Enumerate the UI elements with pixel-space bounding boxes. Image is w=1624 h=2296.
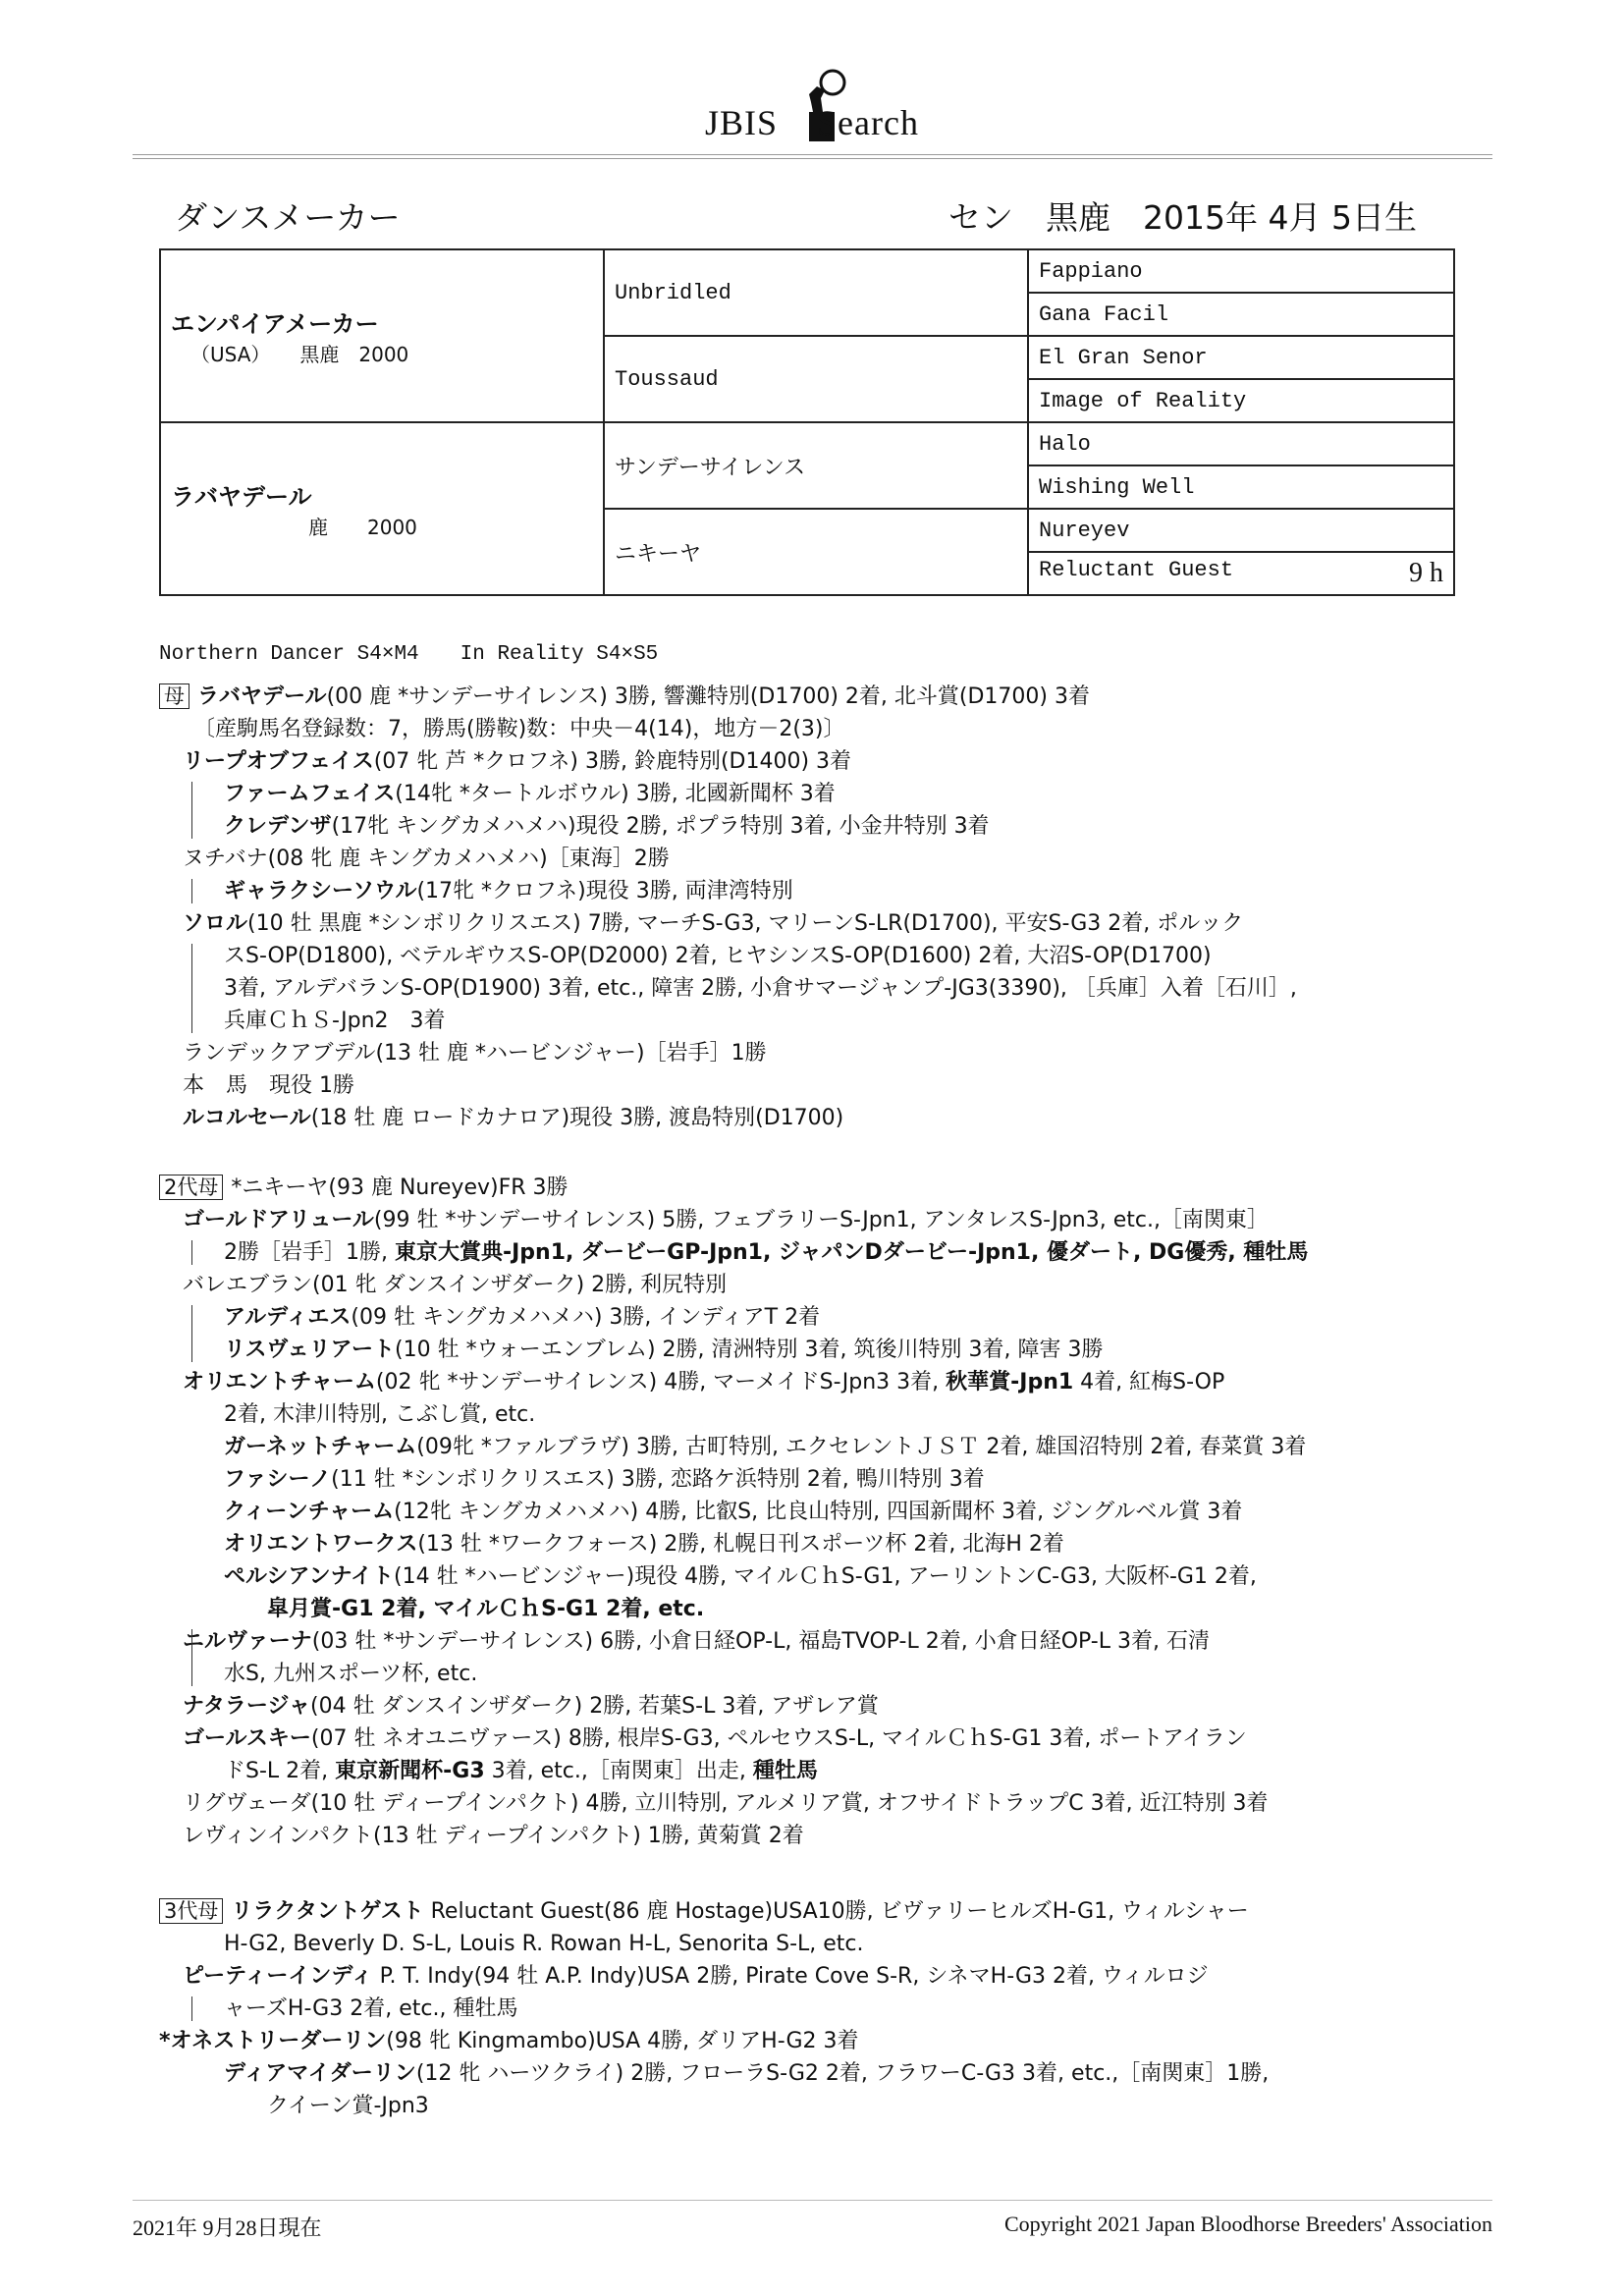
family1-line xyxy=(159,843,1297,875)
family-section-3 xyxy=(159,1895,1269,2122)
family-tree-connector xyxy=(191,1240,192,1265)
family2-line xyxy=(159,1820,1308,1852)
family2-line xyxy=(159,1625,1308,1658)
horse-name-link[interactable]: 東京新聞杯-G3 xyxy=(335,1759,485,1783)
horse-name-link[interactable]: 種牡馬 xyxy=(752,1759,818,1783)
header-rule-2 xyxy=(133,158,1492,159)
record-text: 2着, 木津川特別, こぶし賞, etc. xyxy=(224,1402,536,1427)
horse-name-link[interactable]: ディアマイダーリン xyxy=(224,2061,416,2086)
record-text: H-G2, Beverly D. S-L, Louis R. Rowan H-L, Senorita S-L, etc. xyxy=(224,1932,864,1956)
header xyxy=(0,59,1624,157)
record-text: 3着, アルデバランS-OP(D1900) 3着, etc., 障害 2勝, 小倉サマージャンプ-JG3(3390), ［兵庫］入着［石川］, xyxy=(224,976,1297,1001)
record-text: 2勝［岩手］1勝, xyxy=(224,1240,395,1265)
record-text: (07 牝 芦 *クロフネ) 3勝, 鈴鹿特別(D1400) 3着 xyxy=(373,749,852,774)
horse-info: セン 黒鹿 2015年 4月 5日生 xyxy=(948,198,1417,237)
sire-dam-sire[interactable]: El Gran Senor xyxy=(1028,336,1454,379)
family-tree-connector xyxy=(191,879,192,903)
record-text: (12 牝 ハーツクライ) 2勝, フローラS-G2 2着, フラワーC-G3 3着, etc.,［南関東］1勝, xyxy=(415,2061,1270,2086)
family2-line xyxy=(159,1528,1308,1560)
record-text: レヴィンインパクト(13 牡 ディープインパクト) 1勝, 黄菊賞 2着 xyxy=(183,1824,804,1848)
family-section-1 xyxy=(159,681,1297,1134)
family2-line xyxy=(159,1334,1308,1366)
horse-name-link[interactable]: ファシーノ xyxy=(224,1467,332,1492)
horse-name-link[interactable]: 東京大賞典-Jpn1, ダービーGP-Jpn1, ジャパンDダービー-Jpn1, 優ダート, DG優秀, 種牡馬 xyxy=(394,1240,1309,1265)
family3-line xyxy=(159,1928,1269,1960)
family1-line xyxy=(159,875,1297,907)
dam-dam-sire[interactable]: Nureyev xyxy=(1028,509,1454,552)
family2-line xyxy=(159,1560,1308,1593)
family2-line xyxy=(159,1269,1308,1301)
pedigree-sire xyxy=(160,249,604,422)
inbreeding-crosses: Northern Dancer S4×M4 In Reality S4×S5 xyxy=(159,643,659,666)
family1-line xyxy=(159,1069,1297,1102)
family2-line xyxy=(159,1593,1308,1625)
record-text: (02 牝 *サンデーサイレンス) 4勝, マーメイドS-Jpn3 3着, xyxy=(375,1370,947,1394)
family2-line xyxy=(159,1787,1308,1820)
record-text: (11 牡 *シンボリクリスエス) 3勝, 恋路ケ浜特別 2着, 鴨川特別 3着 xyxy=(331,1467,985,1492)
record-text: 本 馬 現役 1勝 xyxy=(183,1073,354,1098)
sire-dam-dam[interactable]: Image of Reality xyxy=(1028,379,1454,422)
record-text: (09牝 *ファルブラヴ) 3勝, 古町特別, エクセレントＪＳＴ 2着, 雄国沼特別 2着, 春菜賞 3着 xyxy=(416,1435,1307,1459)
family2-line xyxy=(159,1690,1308,1722)
horse-name-link[interactable]: ギャラクシーソウル xyxy=(224,879,417,903)
record-text: (03 牡 *サンデーサイレンス) 6勝, 小倉日経OP-L, 福島TVOP-L 2着, 小倉日経OP-L 3着, 石清 xyxy=(311,1629,1210,1654)
family2-line xyxy=(159,1496,1308,1528)
horse-name-link[interactable]: 秋華賞-Jpn1 xyxy=(946,1370,1074,1394)
family-tree-connector xyxy=(191,1996,192,2021)
family1-line xyxy=(159,681,1297,713)
sire-sire-dam[interactable]: Gana Facil xyxy=(1028,293,1454,336)
footer-rule xyxy=(133,2200,1492,2201)
family1-line xyxy=(159,1005,1297,1037)
family2-generation-tag: 2代母 xyxy=(159,1175,223,1200)
record-text: (17牝 キングカメハメハ)現役 2勝, ポプラ特別 3着, 小金井特別 3着 xyxy=(331,814,990,839)
horse-name-link[interactable]: クレデンザ xyxy=(224,814,332,839)
horse-name-link[interactable]: ピーティーインディ xyxy=(183,1964,373,1989)
horse-name-link[interactable]: オリエントチャーム xyxy=(183,1370,376,1394)
logo[interactable] xyxy=(705,102,919,143)
pedigree-dam xyxy=(160,422,604,595)
record-text: 4着, 紅梅S-OP xyxy=(1073,1370,1225,1394)
record-text: ランデックアブデル(13 牡 鹿 *ハービンジャー)［岩手］1勝 xyxy=(183,1041,767,1066)
family2-line xyxy=(159,1463,1308,1496)
family2-line xyxy=(159,1658,1308,1690)
horse-name-link[interactable]: ガーネットチャーム xyxy=(224,1435,417,1459)
dam-dam-dam[interactable]: Reluctant Guest xyxy=(1039,558,1234,582)
family2-line xyxy=(159,1722,1308,1755)
record-text: (17牝 *クロフネ)現役 3勝, 両津湾特別 xyxy=(416,879,793,903)
record-text: (14 牡 *ハービンジャー)現役 4勝, マイルＣｈS-G1, アーリントンC-G3, 大阪杯-G1 2着, xyxy=(394,1564,1257,1589)
header-rule xyxy=(133,154,1492,155)
horse-name-link[interactable]: ルコルセール xyxy=(183,1106,311,1130)
family1-line xyxy=(159,778,1297,810)
family2-line xyxy=(159,1204,1308,1236)
record-text: (18 牡 鹿 ロードカナロア)現役 3勝, 渡島特別(D1700) xyxy=(310,1106,844,1130)
family2-line xyxy=(159,1366,1308,1398)
horse-name-link[interactable]: ゴールドアリュール xyxy=(183,1208,374,1232)
record-text: *ニキーヤ(93 鹿 Nureyev)FR 3勝 xyxy=(231,1175,568,1200)
horse-name-link[interactable]: リープオブフェイス xyxy=(183,749,374,774)
record-text: (07 牡 ネオユニヴァース) 8勝, 根岸S-G3, ペルセウスS-L, マイルＣｈS-G1 3着, ポートアイラン xyxy=(310,1726,1247,1751)
record-text: 〔産駒馬名登録数：7，勝馬(勝鞍)数：中央－4(14)，地方－2(3)〕 xyxy=(183,717,845,741)
sire-sire[interactable]: Unbridled xyxy=(604,249,1028,336)
horse-name-link[interactable]: アルディエス xyxy=(224,1305,352,1330)
horse-name-link[interactable]: リラクタントゲスト xyxy=(231,1899,424,1924)
horse-name-link[interactable]: クィーンチャーム xyxy=(224,1500,395,1524)
family3-line xyxy=(159,1993,1269,2025)
record-text: 兵庫ＣｈＳ-Jpn2 3着 xyxy=(224,1009,446,1033)
horse-name-link[interactable]: 皐月賞-G1 2着, マイルＣｈS-G1 2着, etc. xyxy=(267,1597,705,1621)
record-text: (99 牡 *サンデーサイレンス) 5勝, フェブラリーS-Jpn1, アンタレスS-Jpn3, etc.,［南関東］ xyxy=(373,1208,1269,1232)
record-text: スS-OP(D1800), ベテルギウスS-OP(D2000) 2着, ヒヤシンスS-OP(D1600) 2着, 大沼S-OP(D1700) xyxy=(224,944,1212,968)
inbreed-code: 9 h xyxy=(1409,558,1443,588)
horse-name-link[interactable]: ファームフェイス xyxy=(224,782,396,806)
family1-line xyxy=(159,1102,1297,1134)
horse-name-link[interactable]: ペルシアンナイト xyxy=(224,1564,395,1589)
family3-generation-tag: 3代母 xyxy=(159,1898,223,1924)
record-text: 水S, 九州スポーツ杯, etc. xyxy=(224,1662,478,1686)
horse-name: ダンスメーカー xyxy=(175,198,401,237)
horse-name-link[interactable]: ゴールスキー xyxy=(183,1726,311,1751)
family1-line xyxy=(159,745,1297,778)
record-text: (10 牡 黒鹿 *シンボリクリスエス) 7勝, マーチS-G3, マリーンS-LR(D1700), 平安S-G3 2着, ポルック xyxy=(247,911,1244,936)
dam-sire[interactable]: サンデーサイレンス xyxy=(604,422,1028,509)
family2-line xyxy=(159,1236,1308,1269)
logo-text-search: Search xyxy=(817,103,919,142)
horse-name-link[interactable]: オリエントワークス xyxy=(224,1532,418,1557)
record-text: P. T. Indy(94 牡 A.P. Indy)USA 2勝, Pirate Cove S-R, シネマH-G3 2着, ウィルロジ xyxy=(372,1964,1209,1989)
pedigree-table xyxy=(159,248,1455,596)
footer-date: 2021年 9月28日現在 xyxy=(133,2215,322,2240)
record-text: (09 牡 キングカメハメハ) 3勝, インディアT 2着 xyxy=(351,1305,821,1330)
dam-info: 鹿 2000 xyxy=(308,516,417,539)
dam-name[interactable]: ラバヤデール xyxy=(171,483,312,511)
horse-name-link[interactable]: ニルヴァーナ xyxy=(183,1629,312,1654)
family3-line xyxy=(159,2090,1269,2122)
family1-generation-tag: 母 xyxy=(159,683,189,709)
family3-line xyxy=(159,2025,1269,2057)
sire-dam[interactable]: Toussaud xyxy=(604,336,1028,422)
family1-line xyxy=(159,1037,1297,1069)
family1-line xyxy=(159,713,1297,745)
record-text: バレエブラン(01 牝 ダンスインザダーク) 2勝, 利尻特別 xyxy=(183,1273,728,1297)
family3-line xyxy=(159,1895,1269,1928)
record-text: リグヴェーダ(10 牡 ディープインパクト) 4勝, 立川特別, アルメリア賞, オフサイドトラップC 3着, 近江特別 3着 xyxy=(183,1791,1269,1816)
sire-name[interactable]: エンパイアメーカー xyxy=(171,310,379,338)
dam-sire-sire[interactable]: Halo xyxy=(1028,422,1454,465)
record-text: (00 鹿 *サンデーサイレンス) 3勝, 響灘特別(D1700) 2着, 北斗賞(D1700) 3着 xyxy=(326,684,1090,709)
record-text: (13 牡 *ワークフォース) 2勝, 札幌日刊スポーツ杯 2着, 北海H 2着 xyxy=(417,1532,1064,1557)
sire-info: （USA） 黒鹿 2000 xyxy=(190,343,409,366)
family-tree-connector xyxy=(191,782,192,839)
horse-name-link[interactable]: ラバヤデール xyxy=(197,684,327,709)
record-text: ドS-L 2着, xyxy=(224,1759,336,1783)
family1-line xyxy=(159,907,1297,940)
family2-line xyxy=(159,1755,1308,1787)
dam-dam[interactable]: ニキーヤ xyxy=(604,509,1028,595)
horse-name-link[interactable]: ソロル xyxy=(183,911,248,936)
dam-sire-dam[interactable]: Wishing Well xyxy=(1028,465,1454,509)
record-text: (04 牡 ダンスインザダーク) 2勝, 若葉S-L 3着, アザレア賞 xyxy=(310,1694,879,1719)
logo-text: JBIS xyxy=(705,103,779,142)
family2-line xyxy=(159,1172,1308,1204)
dam-dam-dam-cell xyxy=(1028,552,1454,595)
family3-line xyxy=(159,1960,1269,1993)
record-text: ャーズH-G3 2着, etc., 種牡馬 xyxy=(224,1996,518,2021)
family-tree-connector xyxy=(191,944,192,1033)
record-text: (98 牝 Kingmambo)USA 4勝, ダリアH-G2 3着 xyxy=(386,2029,859,2053)
family1-line xyxy=(159,810,1297,843)
family-tree-connector xyxy=(191,1305,192,1362)
record-text: クイーン賞-Jpn3 xyxy=(267,2094,429,2118)
record-text: 3着, etc.,［南関東］出走, xyxy=(484,1759,753,1783)
sire-sire-sire[interactable]: Fappiano xyxy=(1028,249,1454,293)
record-text: (10 牡 *ウォーエンブレム) 2勝, 清洲特別 3着, 筑後川特別 3着, 障害 3勝 xyxy=(395,1338,1104,1362)
family2-line xyxy=(159,1431,1308,1463)
record-text: (14牝 *タートルボウル) 3勝, 北國新聞杯 3着 xyxy=(395,782,836,806)
footer-copyright: Copyright 2021 Japan Bloodhorse Breeders' Association xyxy=(1003,2212,1492,2236)
family1-line xyxy=(159,972,1297,1005)
family1-line xyxy=(159,940,1297,972)
horse-name-link[interactable]: *オネストリーダーリン xyxy=(159,2029,387,2053)
family2-line xyxy=(159,1398,1308,1431)
horse-name-link[interactable]: リスヴェリアート xyxy=(224,1338,396,1362)
family3-line xyxy=(159,2057,1269,2090)
family2-line xyxy=(159,1301,1308,1334)
record-text: Reluctant Guest(86 鹿 Hostage)USA10勝, ビヴァリーヒルズH-G1, ウィルシャー xyxy=(423,1899,1249,1924)
record-text: ヌチバナ(08 牝 鹿 キングカメハメハ)［東海］2勝 xyxy=(183,847,670,871)
family-tree-connector xyxy=(191,1629,192,1686)
family-section-2 xyxy=(159,1172,1308,1852)
horse-name-link[interactable]: ナタラージャ xyxy=(183,1694,311,1719)
record-text: (12牝 キングカメハメハ) 4勝, 比叡S, 比良山特別, 四国新聞杯 3着, ジングルベル賞 3着 xyxy=(394,1500,1243,1524)
